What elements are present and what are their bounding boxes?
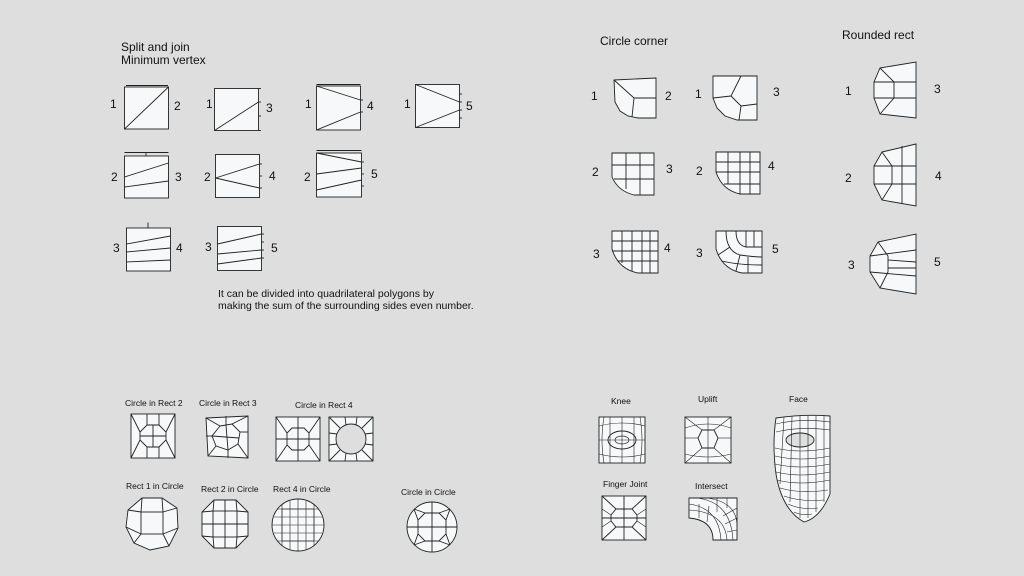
note-line-2: making the sum of the surrounding sides even number. (218, 300, 474, 312)
uplift-figure (684, 416, 732, 464)
face-figure (770, 414, 832, 524)
side-count-label: 3 (666, 162, 673, 176)
intersect-figure (687, 496, 739, 542)
side-count-label: 2 (174, 99, 181, 113)
side-count-label: 2 (845, 171, 852, 185)
rect-4-in-circle-figure (270, 497, 326, 553)
rect-2-in-circle-figure (200, 498, 250, 550)
side-count-label: 2 (111, 170, 118, 184)
side-count-label: 4 (935, 169, 942, 183)
side-count-label: 1 (695, 87, 702, 101)
finger-joint-label: Finger Joint (603, 479, 648, 489)
rect-2-in-circle-label: Rect 2 in Circle (201, 484, 259, 494)
rounded-rect-1-3-figure (872, 60, 918, 122)
circle-corner-3-5-figure (714, 229, 764, 275)
side-count-label: 3 (934, 82, 941, 96)
split-join-title: Split and join (121, 40, 190, 54)
uplift-label: Uplift (698, 394, 718, 404)
rounded-rect-3-5-figure (868, 232, 918, 296)
circle-in-circle-figure (405, 500, 459, 554)
circle-corner-1-3-figure (711, 74, 759, 122)
intersect-label: Intersect (695, 481, 728, 491)
side-count-label: 1 (206, 97, 213, 111)
side-count-label: 4 (269, 169, 276, 183)
side-count-label: 4 (367, 99, 374, 113)
circle-in-rect-4-figure-a (275, 416, 321, 462)
circle-in-rect-2-label: Circle in Rect 2 (125, 398, 183, 408)
circle-corner-2-4-figure (714, 150, 762, 196)
finger-joint-figure (601, 495, 647, 541)
split-join-1-3-figure (214, 88, 262, 132)
side-count-label: 4 (664, 241, 671, 255)
side-count-label: 5 (271, 241, 278, 255)
face-label: Face (789, 394, 808, 404)
side-count-label: 5 (466, 99, 473, 113)
side-count-label: 5 (934, 255, 941, 269)
knee-figure (598, 416, 646, 464)
side-count-label: 2 (204, 170, 211, 184)
split-join-2-5-figure (316, 150, 366, 198)
rounded-rect-title: Rounded rect (842, 28, 915, 42)
side-count-label: 2 (665, 89, 672, 103)
split-join-2-4-figure (215, 154, 263, 200)
split-join-2-3-figure (124, 151, 172, 199)
circle-in-rect-3-figure (204, 414, 250, 460)
side-count-label: 5 (371, 167, 378, 181)
circle-corner-2-3-figure (610, 151, 656, 197)
side-count-label: 5 (772, 242, 779, 256)
circle-in-rect-4-label: Circle in Rect 4 (295, 400, 353, 410)
side-count-label: 2 (696, 164, 703, 178)
side-count-label: 3 (205, 240, 212, 254)
side-count-label: 1 (591, 89, 598, 103)
circle-in-rect-3-label: Circle in Rect 3 (199, 398, 257, 408)
side-count-label: 3 (175, 170, 182, 184)
side-count-label: 2 (304, 170, 311, 184)
rounded-rect-2-4-figure (872, 142, 918, 208)
circle-in-circle-label: Circle in Circle (401, 487, 456, 497)
note-line-1: It can be divided into quadrilateral polygons by (218, 288, 434, 300)
side-count-label: 4 (768, 159, 775, 173)
circle-corner-1-2-figure (612, 76, 658, 120)
side-count-label: 3 (696, 246, 703, 260)
rect-1-in-circle-figure (124, 496, 180, 552)
rect-4-in-circle-label: Rect 4 in Circle (273, 484, 331, 494)
side-count-label: 1 (305, 97, 312, 111)
side-count-label: 3 (113, 241, 120, 255)
side-count-label: 1 (404, 97, 411, 111)
split-join-subtitle: Minimum vertex (121, 53, 206, 67)
side-count-label: 3 (593, 247, 600, 261)
side-count-label: 3 (773, 85, 780, 99)
rect-1-in-circle-label: Rect 1 in Circle (126, 481, 184, 491)
circle-in-rect-2-figure (130, 413, 176, 459)
side-count-label: 4 (176, 241, 183, 255)
split-join-3-5-figure (217, 226, 265, 272)
split-join-1-4-figure (316, 84, 364, 132)
side-count-label: 1 (845, 84, 852, 98)
side-count-label: 3 (848, 258, 855, 272)
split-join-1-5-figure (415, 84, 463, 130)
circle-corner-3-4-figure (610, 229, 660, 275)
circle-in-rect-4-figure-b (328, 416, 374, 462)
side-count-label: 3 (266, 101, 273, 115)
side-count-label: 1 (110, 97, 117, 111)
split-join-3-4-figure (126, 222, 172, 272)
circle-corner-title: Circle corner (600, 34, 669, 48)
side-count-label: 2 (592, 165, 599, 179)
knee-label: Knee (611, 396, 631, 406)
split-join-1-2-figure (124, 85, 170, 131)
